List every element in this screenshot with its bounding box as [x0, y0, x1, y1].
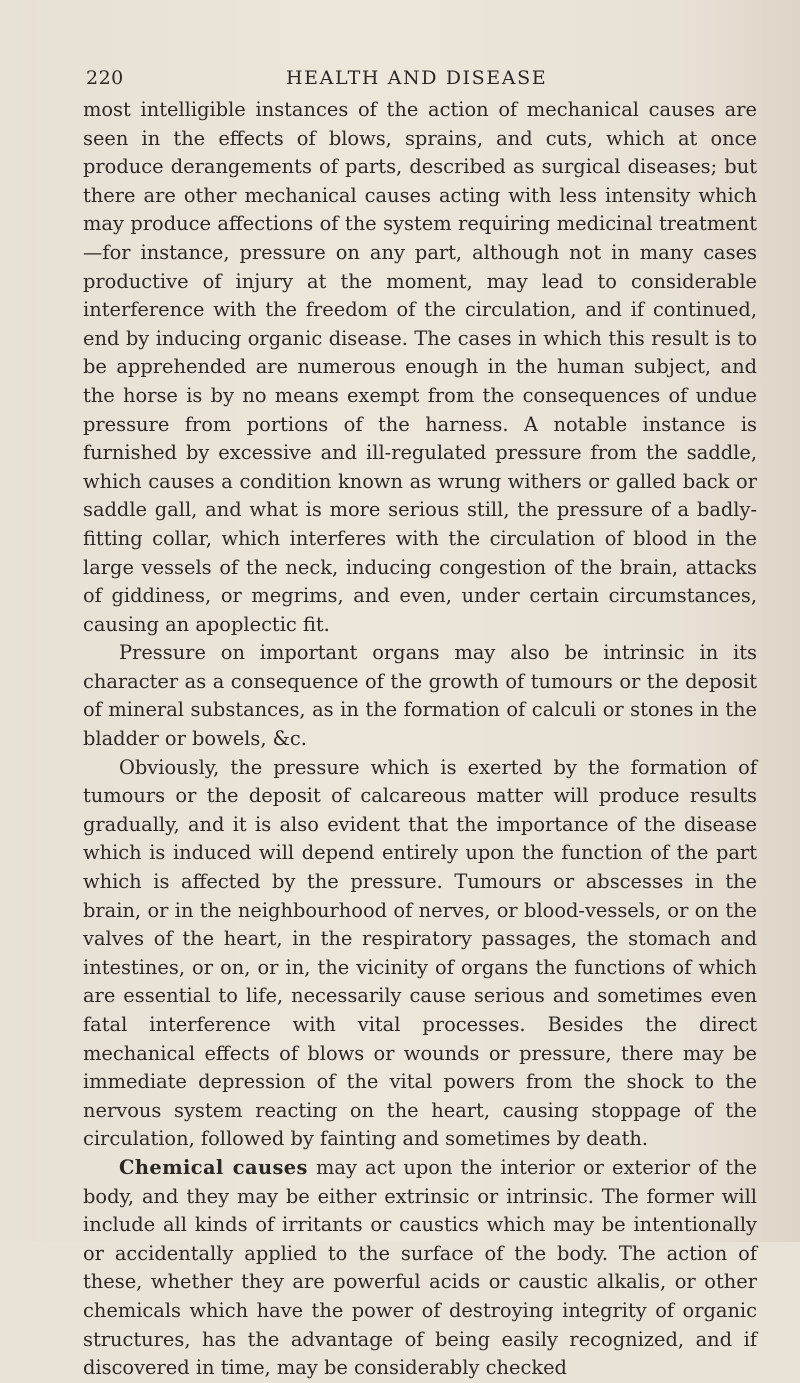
- paragraph-text: Obviously, the pressure which is exerted by the formation of tumours or the deposit of calcareous matter will produce results gradually, and it is also evident that the importance of the disease which is induced will depend entirely upon the function of the part which is affected by the pressure. Tumours or abscesses in the brain, or in the neighbourhood of nerves, or blood-vessels, or on the valves of the heart, in the respiratory passages, the stomach and intestines, or on, or in, the vicinity of organs the functions of which are essential to life, necessarily cause serious and sometimes even fatal interference with vital processes. Besides the direct mechanical effects of blows or wounds or pressure, there may be immediate depression of the vital powers from the shock to the nervous system reacting on the heart, causing stoppage of the circulation, followed by fainting and sometimes by death.: [83, 755, 757, 1151]
- body-text: [83, 96, 757, 1383]
- page-number: 220: [86, 67, 124, 89]
- running-head: [86, 64, 751, 92]
- paragraph-text: may act upon the interior or exterior of the body, and they may be either extrinsic or intrinsic. The former will include all kinds of irritants or caustics which may be intentionally or accidentally applied to the surface of the body. The action of these, whether they are powerful acids or caustic alkalis, or other chemicals which have the power of destroying integrity of organic structures, has the advantage of being easily recognized, and if discovered in time, may be considerably checked: [83, 1155, 757, 1380]
- section-lead-term: Chemical causes: [119, 1155, 308, 1179]
- paragraph-tumours: [83, 754, 757, 1154]
- paragraph-text: Pressure on important organs may also be intrinsic in its character as a consequence of the growth of tumours or the deposit of mineral substances, as in the formation of calculi or stones in the bladder or bowels, &c.: [83, 641, 757, 751]
- paragraph-intrinsic-pressure: [83, 639, 757, 753]
- paragraph-text: most intelligible instances of the action of mechanical causes are seen in the effects of blows, sprains, and cuts, which at once produce derangements of parts, described as surgical diseases; but there are other mechanical causes acting with less intensity which may produce affections of the system requiring medicinal treatment—for instance, pressure on any part, although not in many cases productive of injury at the moment, may lead to considerable interference with the freedom of the circulation, and if continued, end by inducing organic disease. The cases in which this result is to be apprehended are numerous enough in the human subject, and the horse is by no means exempt from the consequences of undue pressure from portions of the harness. A notable instance is furnished by excessive and ill-regulated pressure from the saddle, which causes a condition known as wrung withers or galled back or saddle gall, and what is more serious still, the pressure of a badly-fitting collar, which interferes with the circulation of blood in the large vessels of the neck, inducing congestion of the brain, attacks of giddiness, or megrims, and even, under certain circumstances, causing an apoplectic fit.: [83, 98, 757, 636]
- running-title: HEALTH AND DISEASE: [286, 67, 548, 89]
- paragraph-mechanical-causes: [83, 96, 757, 639]
- paragraph-chemical-causes: [83, 1154, 757, 1383]
